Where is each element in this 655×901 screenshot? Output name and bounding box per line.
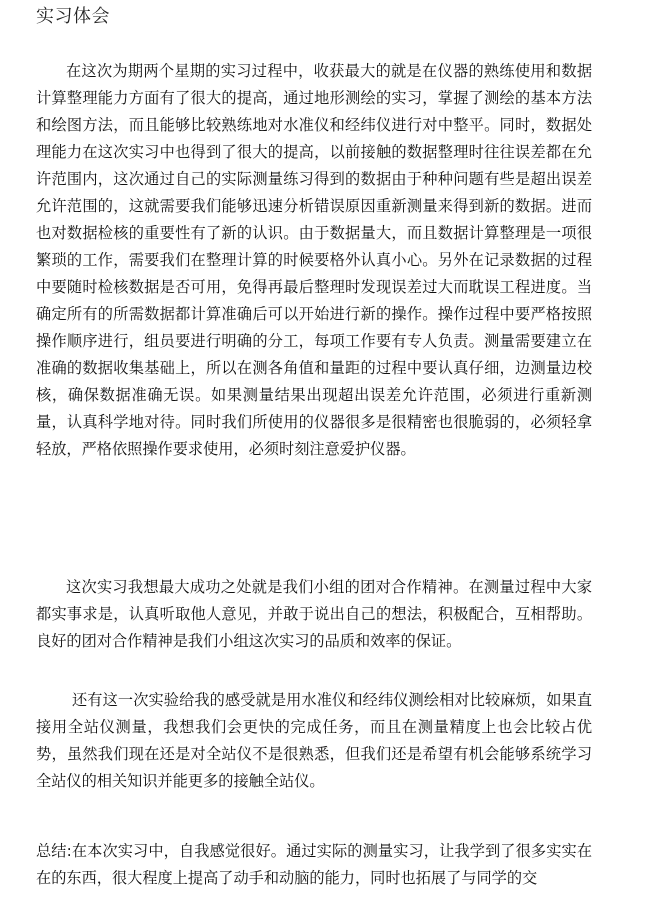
paragraph-teamwork: 这次实习我想最大成功之处就是我们小组的团对合作精神。在测量过程中大家都实事求是，认真听取他人意见，并敢于说出自己的想法，积极配合，互相帮助。良好的团对合作精神是我们小组这次实习的品质和效率的保证。 [36, 578, 592, 650]
document-title: 实习体会 [36, 6, 110, 27]
paragraph-feeling: 还有这一次实验给我的感受就是用水准仪和经纬仪测绘相对比较麻烦，如果直接用全站仪测量，我想我们会更快的完成任务，而且在测量精度上也会比较占优势，虽然我们现在还是对全站仪不是很熟悉，但我们还是希望有机会能够系统学习全站仪的相关知识并能更多的接触全站仪。 [36, 691, 592, 790]
paragraph-experience: 在这次为期两个星期的实习过程中，收获最大的就是在仪器的熟练使用和数据计算整理能力方面有了很大的提高，通过地形测绘的实习，掌握了测绘的基本方法和绘图方法，而且能够比较熟练地对水准仪和经纬仪进行对中整平。同时，数据处理能力在这次实习中也得到了很大的提高，以前接触的数据整理时往往误差都在允许范围内，这次通过自己的实际测量练习得到的数据由于种种问题有些是超出误差允许范围的，这就需要我们能够迅速分析错误原因重新测量来得到新的数据。进而也对数据检核的重要性有了新的认识。由于数据量大，而且数据计算整理是一项很繁琐的工作，需要我们在整理计算的时候要格外认真小心。另外在记录数据的过程中要随时检核数据是否可用，免得再最后整理时发现误差过大而耽误工程进度。当确定所有的所需数据都计算准确后可以开始进行新的操作。操作过程中要严格按照操作顺序进行，组员要进行明确的分工，每项工作要有专人负责。测量需要建立在准确的数据收集基础上，所以在测各角值和量距的过程中要认真仔细，边测量边校核，确保数据准确无误。如果测量结果出现超出误差允许范围，必须进行重新测量，认真科学地对待。同时我们所使用的仪器很多是很精密也很脆弱的，必须轻拿轻放，严格依照操作要求使用，必须时刻注意爱护仪器。 [36, 62, 592, 458]
paragraph-summary [36, 838, 592, 892]
summary-label: 总结: [36, 842, 72, 860]
summary-text: 在本次实习中，自我感觉很好。通过实际的测量实习，让我学到了很多实实在在的东西，很大程度上提高了动手和动脑的能力，同时也拓展了与同学的交 [36, 842, 593, 887]
